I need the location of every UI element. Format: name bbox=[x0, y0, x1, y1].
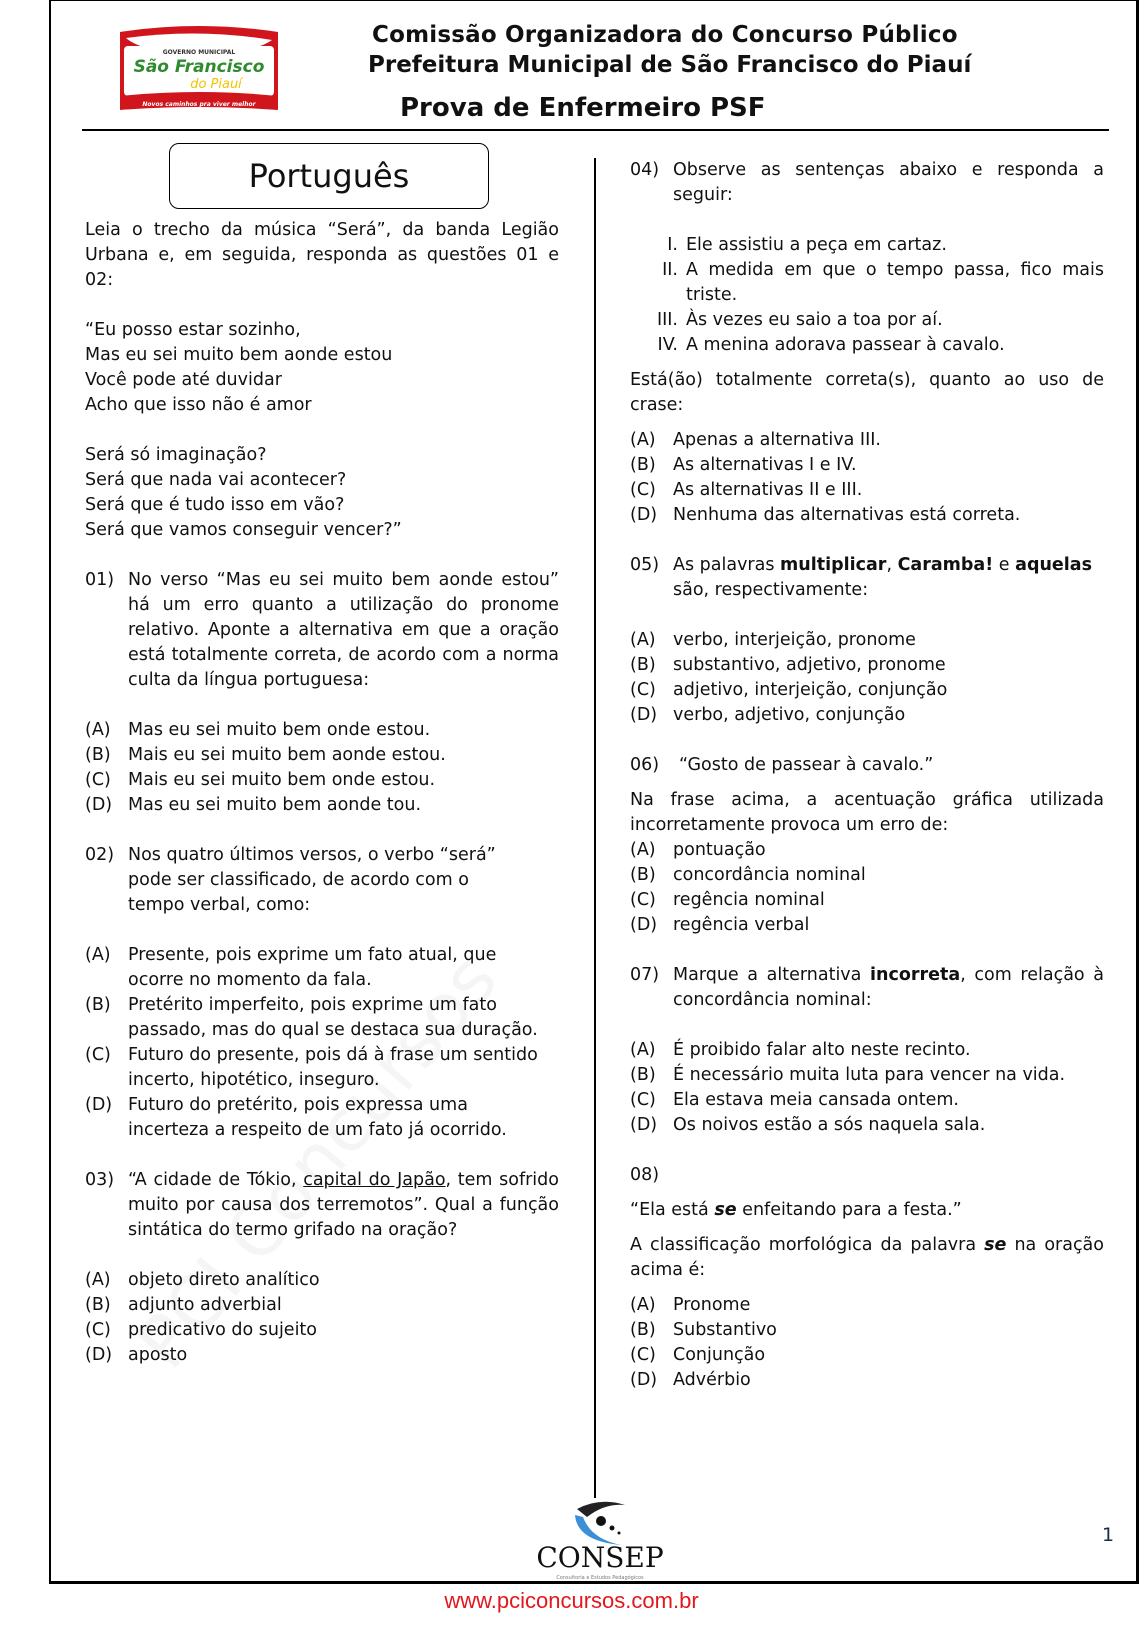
option-label: (A) bbox=[630, 630, 656, 650]
question-number: 04) bbox=[630, 160, 660, 180]
sentence-i: I. Ele assistiu a peça em cartaz. bbox=[667, 235, 947, 255]
option-c[interactable] bbox=[85, 1043, 559, 1093]
question-number: 07) bbox=[630, 965, 660, 985]
question-text: Observe as sentenças abaixo e responda a seguir: bbox=[673, 160, 1104, 205]
header-prefecture: Prefeitura Municipal de São Francisco do Piauí bbox=[368, 52, 972, 78]
option-c[interactable] bbox=[630, 888, 1104, 913]
option-label: (C) bbox=[630, 1090, 656, 1110]
option-text: substantivo, adjetivo, pronome bbox=[673, 655, 946, 675]
option-d[interactable] bbox=[85, 1093, 559, 1143]
option-text: Mas eu sei muito bem onde estou. bbox=[128, 720, 431, 740]
option-text: As alternativas II e III. bbox=[673, 480, 863, 500]
option-a[interactable] bbox=[85, 1268, 559, 1293]
option-label: (B) bbox=[630, 865, 656, 885]
option-c[interactable] bbox=[85, 768, 559, 793]
consep-logo bbox=[525, 1495, 675, 1583]
poem-line: “Eu posso estar sozinho, bbox=[85, 320, 301, 340]
question-06 bbox=[630, 753, 1104, 778]
question-02 bbox=[85, 843, 559, 918]
svg-text:do Piauí: do Piauí bbox=[190, 77, 242, 92]
option-label: (D) bbox=[85, 1345, 113, 1365]
poem-line: Será que vamos conseguir vencer?” bbox=[85, 520, 402, 540]
option-label: (C) bbox=[85, 770, 111, 790]
option-label: (D) bbox=[85, 1095, 113, 1115]
svg-text:GOVERNO MUNICIPAL: GOVERNO MUNICIPAL bbox=[162, 49, 236, 56]
option-label: (C) bbox=[85, 1320, 111, 1340]
sentence-ii: II. A medida em que o tempo passa, fico mais triste. bbox=[662, 260, 1104, 305]
option-label: (A) bbox=[630, 1295, 656, 1315]
question-01 bbox=[85, 568, 559, 693]
question-text: “A cidade de Tókio, capital do Japão, tem sofrido muito por causa dos terremotos”. Qual a função sintática do termo grifado na oração? bbox=[128, 1170, 559, 1240]
option-text: aposto bbox=[128, 1345, 188, 1365]
poem-stanza-2 bbox=[85, 443, 559, 543]
question-04-options bbox=[630, 428, 1104, 528]
column-divider bbox=[594, 158, 596, 1498]
option-label: (D) bbox=[630, 705, 658, 725]
option-label: (A) bbox=[630, 840, 656, 860]
option-b[interactable] bbox=[630, 453, 1104, 478]
question-08-number: 08) bbox=[630, 1165, 660, 1185]
option-label: (A) bbox=[630, 430, 656, 450]
header-commission: Comissão Organizadora do Concurso Público bbox=[372, 22, 958, 48]
question-08-prompt: A classificação morfológica da palavra se na oração acima é: bbox=[630, 1235, 1104, 1280]
question-08-options bbox=[630, 1293, 1104, 1393]
option-d[interactable] bbox=[85, 1343, 559, 1368]
option-a[interactable] bbox=[630, 628, 1104, 653]
poem-stanza-1 bbox=[85, 318, 559, 418]
option-label: (A) bbox=[85, 945, 111, 965]
option-label: (A) bbox=[630, 1040, 656, 1060]
question-03 bbox=[85, 1168, 559, 1243]
question-05 bbox=[630, 553, 1104, 603]
option-label: (D) bbox=[630, 505, 658, 525]
question-07 bbox=[630, 963, 1104, 1013]
question-06-prompt: Na frase acima, a acentuação gráfica utilizada incorretamente provoca um erro de: bbox=[630, 790, 1104, 835]
question-01-options bbox=[85, 718, 559, 818]
option-d[interactable] bbox=[630, 503, 1104, 528]
intro-text: Leia o trecho da música “Será”, da banda Legião Urbana e, em seguida, responda as questões 01 e 02: bbox=[85, 220, 559, 290]
option-d[interactable] bbox=[85, 793, 559, 818]
option-label: (B) bbox=[630, 455, 656, 475]
question-number: 06) bbox=[630, 755, 660, 775]
option-label: (B) bbox=[85, 745, 111, 765]
option-text: As alternativas I e IV. bbox=[673, 455, 857, 475]
option-text: Futuro do pretérito, pois expressa uma incerteza a respeito de um fato já ocorrido. bbox=[128, 1095, 507, 1140]
left-column bbox=[85, 218, 559, 1368]
question-08-quote: “Ela está se enfeitando para a festa.” bbox=[630, 1200, 962, 1220]
question-04-prompt: Está(ão) totalmente correta(s), quanto ao uso de crase: bbox=[630, 370, 1104, 415]
question-number: 01) bbox=[85, 570, 115, 590]
option-c[interactable] bbox=[630, 1088, 1104, 1113]
option-b[interactable] bbox=[630, 1063, 1104, 1088]
option-label: (D) bbox=[85, 795, 113, 815]
poem-line: Será só imaginação? bbox=[85, 445, 267, 465]
option-a[interactable] bbox=[630, 1293, 1104, 1318]
option-b[interactable] bbox=[85, 993, 559, 1043]
option-text: regência verbal bbox=[673, 915, 810, 935]
poem-line: Será que nada vai acontecer? bbox=[85, 470, 347, 490]
option-label: (D) bbox=[630, 1370, 658, 1390]
question-quote: “Gosto de passear à cavalo.” bbox=[679, 755, 934, 775]
source-url[interactable]: www.pciconcursos.com.br bbox=[444, 1588, 699, 1613]
option-b[interactable] bbox=[85, 1293, 559, 1318]
option-text: Advérbio bbox=[673, 1370, 751, 1390]
option-a[interactable] bbox=[85, 943, 559, 993]
option-text: Substantivo bbox=[673, 1320, 777, 1340]
option-text: Pretérito imperfeito, pois exprime um fato passado, mas do qual se destaca sua duração. bbox=[128, 995, 538, 1040]
option-text: adjetivo, interjeição, conjunção bbox=[673, 680, 948, 700]
option-text: Futuro do presente, pois dá à frase um sentido incerto, hipotético, inseguro. bbox=[128, 1045, 538, 1090]
header-divider bbox=[82, 129, 1109, 131]
option-text: Os noivos estão a sós naquela sala. bbox=[673, 1115, 986, 1135]
option-label: (C) bbox=[630, 680, 656, 700]
option-c[interactable] bbox=[630, 1343, 1104, 1368]
option-label: (B) bbox=[630, 1065, 656, 1085]
option-text: Mais eu sei muito bem onde estou. bbox=[128, 770, 436, 790]
question-number: 05) bbox=[630, 555, 660, 575]
option-d[interactable] bbox=[630, 703, 1104, 728]
option-label: (B) bbox=[630, 1320, 656, 1340]
option-text: É necessário muita luta para vencer na vida. bbox=[673, 1065, 1066, 1085]
right-column bbox=[630, 158, 1104, 1393]
option-text: pontuação bbox=[673, 840, 766, 860]
option-text: Conjunção bbox=[673, 1345, 766, 1365]
question-07-options bbox=[630, 1038, 1104, 1138]
svg-text:Novos caminhos pra viver melho: Novos caminhos pra viver melhor bbox=[142, 101, 256, 108]
option-text: regência nominal bbox=[673, 890, 825, 910]
option-label: (A) bbox=[85, 720, 111, 740]
underlined-term: capital do Japão bbox=[303, 1170, 446, 1190]
option-text: adjunto adverbial bbox=[128, 1295, 282, 1315]
question-number: 03) bbox=[85, 1170, 115, 1190]
option-label: (C) bbox=[85, 1045, 111, 1065]
option-text: Ela estava meia cansada ontem. bbox=[673, 1090, 959, 1110]
sentence-iv: IV. A menina adorava passear à cavalo. bbox=[657, 335, 1005, 355]
svg-text:São Francisco: São Francisco bbox=[133, 57, 265, 77]
option-label: (D) bbox=[630, 915, 658, 935]
option-text: Nenhuma das alternativas está correta. bbox=[673, 505, 1021, 525]
option-b[interactable] bbox=[85, 743, 559, 768]
option-label: (A) bbox=[85, 1270, 111, 1290]
option-label: (B) bbox=[85, 995, 111, 1015]
option-d[interactable] bbox=[630, 1368, 1104, 1393]
option-b[interactable] bbox=[630, 1318, 1104, 1343]
option-text: Apenas a alternativa III. bbox=[673, 430, 881, 450]
option-b[interactable] bbox=[630, 653, 1104, 678]
option-a[interactable] bbox=[85, 718, 559, 743]
option-label: (B) bbox=[85, 1295, 111, 1315]
sao-francisco-logo bbox=[116, 26, 282, 116]
option-text: objeto direto analítico bbox=[128, 1270, 320, 1290]
option-label: (C) bbox=[630, 1345, 656, 1365]
poem-line: Será que é tudo isso em vão? bbox=[85, 495, 345, 515]
poem-line: Acho que isso não é amor bbox=[85, 395, 312, 415]
option-text: predicativo do sujeito bbox=[128, 1320, 317, 1340]
option-text: Mais eu sei muito bem aonde estou. bbox=[128, 745, 446, 765]
option-c[interactable] bbox=[630, 478, 1104, 503]
subject-title: Português bbox=[169, 143, 489, 209]
page-number: 1 bbox=[1102, 1524, 1115, 1546]
option-label: (C) bbox=[630, 480, 656, 500]
option-text: É proibido falar alto neste recinto. bbox=[673, 1040, 971, 1060]
question-04 bbox=[630, 158, 1104, 208]
svg-text:Consultoria e Estudos Pedagógi: Consultoria e Estudos Pedagógicos bbox=[556, 1575, 644, 1581]
exam-title: Prova de Enfermeiro PSF bbox=[400, 93, 766, 123]
question-02-options bbox=[85, 943, 559, 1143]
svg-text:CONSEP: CONSEP bbox=[536, 1541, 664, 1574]
poem-line: Mas eu sei muito bem aonde estou bbox=[85, 345, 393, 365]
option-text: verbo, interjeição, pronome bbox=[673, 630, 916, 650]
poem-line: Você pode até duvidar bbox=[85, 370, 282, 390]
option-text: Mas eu sei muito bem aonde tou. bbox=[128, 795, 422, 815]
question-06-options bbox=[630, 838, 1104, 938]
option-text: Pronome bbox=[673, 1295, 751, 1315]
option-a[interactable] bbox=[630, 838, 1104, 863]
option-text: verbo, adjetivo, conjunção bbox=[673, 705, 906, 725]
sentence-iii: III. Às vezes eu saio a toa por aí. bbox=[656, 310, 943, 330]
option-label: (D) bbox=[630, 1115, 658, 1135]
option-a[interactable] bbox=[630, 428, 1104, 453]
option-d[interactable] bbox=[630, 1113, 1104, 1138]
option-b[interactable] bbox=[630, 863, 1104, 888]
question-04-sentences bbox=[630, 233, 1104, 358]
option-text: concordância nominal bbox=[673, 865, 866, 885]
question-text: No verso “Mas eu sei muito bem aonde estou” há um erro quanto a utilização do pronome relativo. Aponte a alternativa em que a oração está totalmente correta, de acordo com a norma culta da língua portuguesa: bbox=[128, 570, 559, 690]
option-d[interactable] bbox=[630, 913, 1104, 938]
question-03-options bbox=[85, 1268, 559, 1368]
question-number: 02) bbox=[85, 845, 115, 865]
question-text: Nos quatro últimos versos, o verbo “será” pode ser classificado, de acordo com o tempo verbal, como: bbox=[128, 845, 496, 915]
option-label: (B) bbox=[630, 655, 656, 675]
option-c[interactable] bbox=[85, 1318, 559, 1343]
question-05-options bbox=[630, 628, 1104, 728]
question-text: Marque a alternativa incorreta, com relação à concordância nominal: bbox=[673, 965, 1104, 1010]
option-a[interactable] bbox=[630, 1038, 1104, 1063]
option-c[interactable] bbox=[630, 678, 1104, 703]
option-label: (C) bbox=[630, 890, 656, 910]
question-text: As palavras multiplicar, Caramba! e aquelas são, respectivamente: bbox=[673, 555, 1093, 600]
option-text: Presente, pois exprime um fato atual, que ocorre no momento da fala. bbox=[128, 945, 497, 990]
